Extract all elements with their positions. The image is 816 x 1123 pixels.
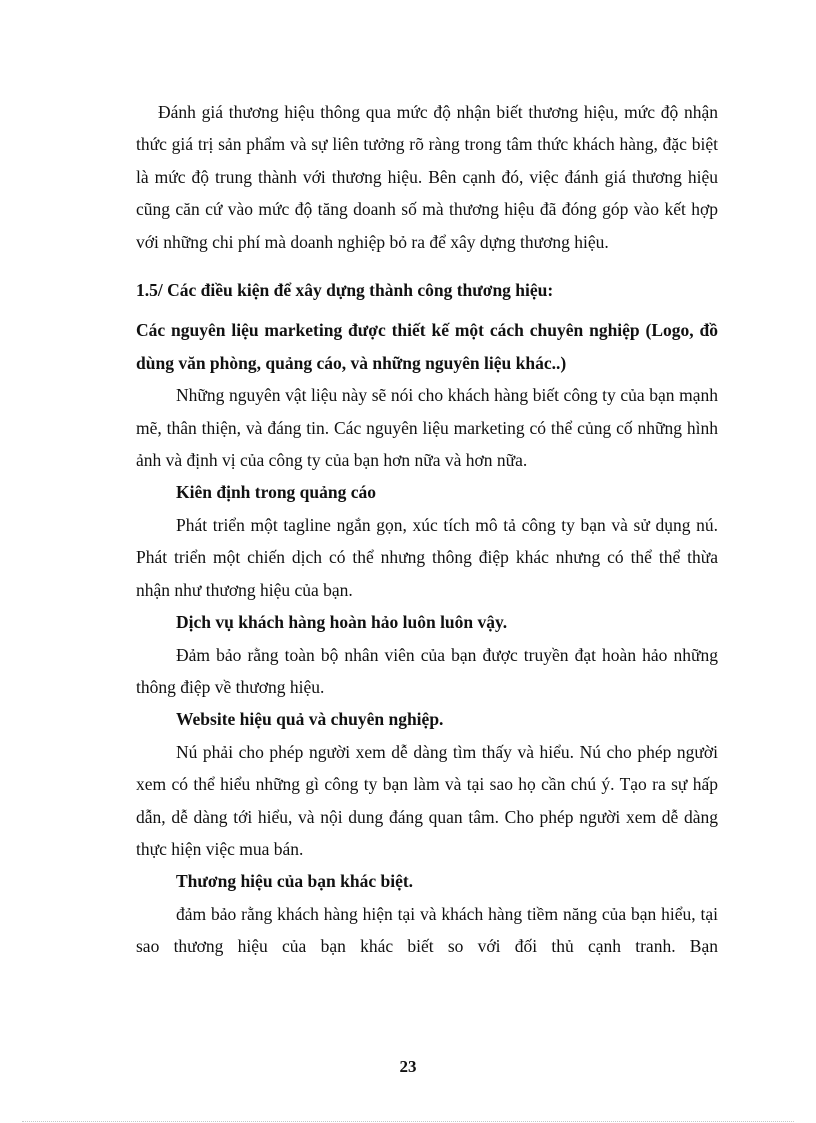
section-heading: 1.5/ Các điều kiện để xây dựng thành công thương hiệu:	[136, 280, 554, 301]
website-heading: Website hiệu quả và chuyên nghiệp.	[176, 709, 444, 730]
brand-difference-heading: Thương hiệu của bạn khác biệt.	[176, 871, 414, 892]
page-number: 23	[399, 1057, 417, 1076]
brand-difference-paragraph: đảm bảo rằng khách hàng hiện tại và khách hàng tiềm năng của bạn hiểu, tại sao thương hiệu của bạn khác biết so với đối thủ cạnh tranh. Bạn	[136, 903, 718, 957]
customer-service-paragraph: Đảm bảo rằng toàn bộ nhân viên của bạn được truyền đạt hoàn hảo những thông điệp về thương hiệu.	[136, 644, 718, 697]
website-paragraph: Nú phải cho phép người xem dễ dàng tìm thấy và hiểu. Nú cho phép người xem có thể hiểu những gì công ty bạn làm và tại sao họ cần chú ý. Tạo ra sự hấp dẫn, dễ dàng tới hiểu, và nội dung đáng quan tâm. Cho phép người xem dễ dàng thực hiện việc mua bán.	[136, 741, 718, 859]
marketing-heading: Các nguyên liệu marketing được thiết kế một cách chuyên nghiệp (Logo, đồ dùng văn phòng, quảng cáo, và những nguyên liệu khác..)	[136, 320, 718, 373]
marketing-paragraph: Những nguyên vật liệu này sẽ nói cho khách hàng biết công ty của bạn mạnh mẽ, thân thiện, và đáng tin. Các nguyên liệu marketing có thể củng cố những hình ảnh và định vị của công ty của bạn hơn nữa và hơn nữa.	[136, 385, 718, 471]
customer-service-heading: Dịch vụ khách hàng hoàn hảo luôn luôn vậy.	[176, 612, 508, 633]
consistency-paragraph: Phát triển một tagline ngắn gọn, xúc tích mô tả công ty bạn và sử dụng nú. Phát triển một chiến dịch có thể nhưng thông điệp khác nhưng có thể thể thừa nhận như thương hiệu của bạn.	[136, 514, 718, 600]
consistency-heading: Kiên định trong quảng cáo	[176, 482, 377, 503]
document-page	[136, 96, 718, 963]
page-bottom-divider	[22, 1121, 794, 1122]
intro-paragraph: Đánh giá thương hiệu thông qua mức độ nhận biết thương hiệu, mức độ nhận thức giá trị sản phẩm và sự liên tưởng rõ ràng trong tâm thức khách hàng, đặc biệt là mức độ trung thành với thương hiệu. Bên cạnh đó, việc đánh giá thương hiệu cũng căn cứ vào mức độ tăng doanh số mà thương hiệu đã đóng góp vào kết hợp với những chi phí mà doanh nghiệp bỏ ra để xây dựng thương hiệu.	[136, 102, 718, 252]
